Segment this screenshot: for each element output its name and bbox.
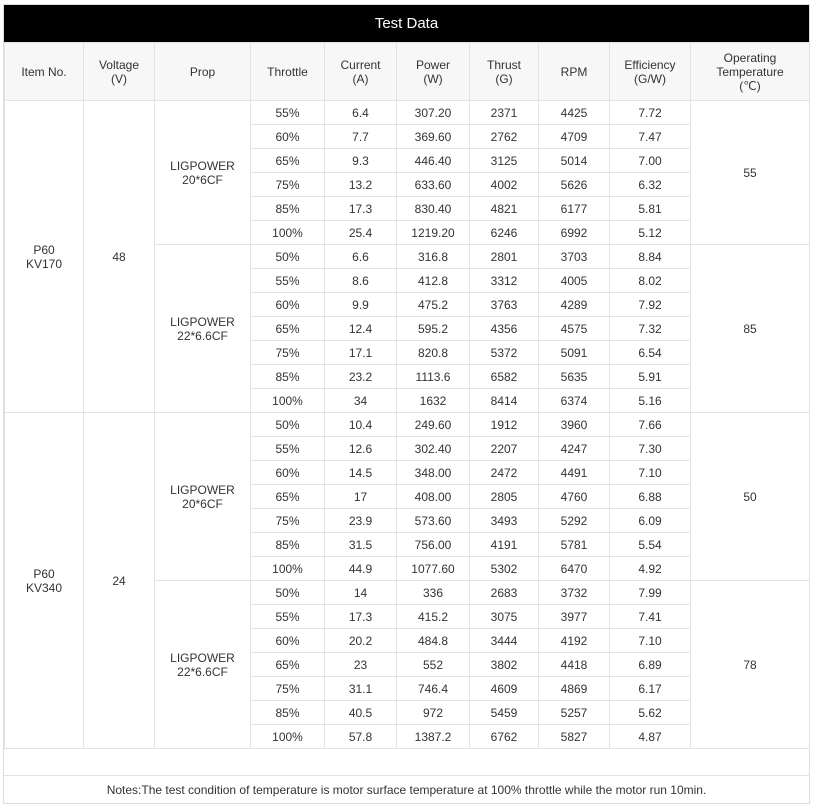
efficiency-cell: 5.54 (610, 533, 691, 557)
power-cell: 595.2 (397, 317, 470, 341)
current-cell: 9.9 (325, 293, 397, 317)
current-cell: 40.5 (325, 701, 397, 725)
thrust-cell: 4002 (470, 173, 539, 197)
thrust-cell: 3444 (470, 629, 539, 653)
header-thrust (470, 43, 539, 101)
rpm-cell: 5781 (539, 533, 610, 557)
rpm-cell: 4425 (539, 101, 610, 125)
rpm-cell: 4760 (539, 485, 610, 509)
efficiency-cell: 4.87 (610, 725, 691, 749)
header-temperature-unit: (℃) (739, 78, 761, 93)
efficiency-cell: 7.92 (610, 293, 691, 317)
header-voltage (84, 43, 155, 101)
throttle-cell: 60% (251, 461, 325, 485)
thrust-cell: 5372 (470, 341, 539, 365)
power-cell: 552 (397, 653, 470, 677)
power-cell: 415.2 (397, 605, 470, 629)
rpm-cell: 4418 (539, 653, 610, 677)
header-prop (155, 43, 251, 101)
temperature-cell: 55 (691, 101, 810, 245)
current-cell: 17 (325, 485, 397, 509)
rpm-cell: 4709 (539, 125, 610, 149)
prop-cell (155, 413, 251, 581)
rpm-cell: 5292 (539, 509, 610, 533)
thrust-cell: 2207 (470, 437, 539, 461)
efficiency-cell: 7.66 (610, 413, 691, 437)
header-rpm-label: RPM (560, 64, 588, 79)
current-cell: 9.3 (325, 149, 397, 173)
current-cell: 12.4 (325, 317, 397, 341)
rpm-cell: 4192 (539, 629, 610, 653)
item-no-cell (5, 101, 84, 413)
thrust-cell: 2472 (470, 461, 539, 485)
throttle-cell: 65% (251, 149, 325, 173)
header-prop-label: Prop (189, 64, 216, 79)
header-throttle-label: Throttle (267, 64, 308, 79)
header-temperature (691, 43, 810, 101)
throttle-cell: 60% (251, 629, 325, 653)
power-cell: 633.60 (397, 173, 470, 197)
thrust-cell: 3802 (470, 653, 539, 677)
thrust-cell: 4356 (470, 317, 539, 341)
power-cell: 249.60 (397, 413, 470, 437)
power-cell: 1387.2 (397, 725, 470, 749)
table-title: Test Data (4, 5, 809, 42)
current-cell: 7.7 (325, 125, 397, 149)
efficiency-cell: 7.10 (610, 461, 691, 485)
power-cell: 1113.6 (397, 365, 470, 389)
current-cell: 31.5 (325, 533, 397, 557)
voltage-cell: 48 (84, 101, 155, 413)
current-cell: 14.5 (325, 461, 397, 485)
throttle-cell: 75% (251, 173, 325, 197)
current-cell: 23 (325, 653, 397, 677)
header-throttle (251, 43, 325, 101)
rpm-cell: 4289 (539, 293, 610, 317)
prop-cell (155, 101, 251, 245)
thrust-cell: 3763 (470, 293, 539, 317)
throttle-cell: 55% (251, 437, 325, 461)
current-cell: 20.2 (325, 629, 397, 653)
power-cell: 307.20 (397, 101, 470, 125)
thrust-cell: 2805 (470, 485, 539, 509)
header-current-label: Current (340, 57, 381, 72)
rpm-cell: 6374 (539, 389, 610, 413)
thrust-cell: 3125 (470, 149, 539, 173)
header-efficiency (610, 43, 691, 101)
power-cell: 1077.60 (397, 557, 470, 581)
header-current (325, 43, 397, 101)
thrust-cell: 3493 (470, 509, 539, 533)
current-cell: 10.4 (325, 413, 397, 437)
power-cell: 348.00 (397, 461, 470, 485)
table-row (5, 101, 810, 125)
rpm-cell: 3703 (539, 245, 610, 269)
thrust-cell: 5302 (470, 557, 539, 581)
throttle-cell: 55% (251, 605, 325, 629)
thrust-cell: 4609 (470, 677, 539, 701)
efficiency-cell: 5.91 (610, 365, 691, 389)
power-cell: 1219.20 (397, 221, 470, 245)
prop-cell-line-2: 20*6CF (182, 172, 223, 187)
thrust-cell: 6762 (470, 725, 539, 749)
prop-cell-line-1: LIGPOWER (170, 650, 235, 665)
throttle-cell: 75% (251, 677, 325, 701)
item-no-cell-line-1: P60 (33, 566, 55, 581)
thrust-cell: 2683 (470, 581, 539, 605)
rpm-cell: 5014 (539, 149, 610, 173)
rpm-cell: 5257 (539, 701, 610, 725)
rpm-cell: 5827 (539, 725, 610, 749)
rpm-cell: 6992 (539, 221, 610, 245)
prop-cell-line-2: 22*6.6CF (177, 328, 228, 343)
header-power (397, 43, 470, 101)
current-cell: 17.1 (325, 341, 397, 365)
temperature-cell: 85 (691, 245, 810, 413)
efficiency-cell: 6.09 (610, 509, 691, 533)
power-cell: 316.8 (397, 245, 470, 269)
header-temperature-label-2: Temperature (716, 64, 784, 79)
current-cell: 57.8 (325, 725, 397, 749)
header-efficiency-label: Efficiency (624, 57, 676, 72)
header-thrust-unit: (G) (495, 71, 513, 86)
rpm-cell: 4869 (539, 677, 610, 701)
current-cell: 34 (325, 389, 397, 413)
test-data-sheet (3, 4, 810, 804)
current-cell: 17.3 (325, 197, 397, 221)
header-thrust-label: Thrust (486, 57, 521, 72)
thrust-cell: 2801 (470, 245, 539, 269)
thrust-cell: 6246 (470, 221, 539, 245)
efficiency-cell: 7.30 (610, 437, 691, 461)
efficiency-cell: 6.17 (610, 677, 691, 701)
header-current-unit: (A) (352, 71, 369, 86)
test-data-table (4, 42, 810, 749)
efficiency-cell: 8.84 (610, 245, 691, 269)
item-no-cell-line-2: KV340 (25, 580, 63, 595)
header-rpm (539, 43, 610, 101)
item-no-cell-line-1: P60 (33, 242, 55, 257)
efficiency-cell: 6.54 (610, 341, 691, 365)
thrust-cell: 4191 (470, 533, 539, 557)
throttle-cell: 50% (251, 245, 325, 269)
rpm-cell: 5635 (539, 365, 610, 389)
throttle-cell: 65% (251, 653, 325, 677)
header-power-unit: (W) (423, 71, 443, 86)
prop-cell-line-1: LIGPOWER (170, 314, 235, 329)
header-item-no (5, 43, 84, 101)
thrust-cell: 8414 (470, 389, 539, 413)
power-cell: 475.2 (397, 293, 470, 317)
efficiency-cell: 5.12 (610, 221, 691, 245)
current-cell: 6.4 (325, 101, 397, 125)
power-cell: 336 (397, 581, 470, 605)
efficiency-cell: 8.02 (610, 269, 691, 293)
throttle-cell: 50% (251, 581, 325, 605)
table-header (5, 43, 810, 101)
efficiency-cell: 6.32 (610, 173, 691, 197)
thrust-cell: 3075 (470, 605, 539, 629)
efficiency-cell: 7.41 (610, 605, 691, 629)
current-cell: 12.6 (325, 437, 397, 461)
current-cell: 44.9 (325, 557, 397, 581)
notes-text: Notes:The test condition of temperature is motor surface temperature at 100% throttle while the motor run 10min. (4, 775, 809, 804)
rpm-cell: 6470 (539, 557, 610, 581)
thrust-cell: 1912 (470, 413, 539, 437)
header-temperature-label-1: Operating (723, 50, 777, 65)
power-cell: 369.60 (397, 125, 470, 149)
throttle-cell: 55% (251, 101, 325, 125)
power-cell: 446.40 (397, 149, 470, 173)
rpm-cell: 3732 (539, 581, 610, 605)
rpm-cell: 4247 (539, 437, 610, 461)
power-cell: 412.8 (397, 269, 470, 293)
thrust-cell: 4821 (470, 197, 539, 221)
power-cell: 573.60 (397, 509, 470, 533)
throttle-cell: 65% (251, 485, 325, 509)
rpm-cell: 4491 (539, 461, 610, 485)
efficiency-cell: 7.47 (610, 125, 691, 149)
rpm-cell: 3977 (539, 605, 610, 629)
header-voltage-unit: (V) (111, 71, 127, 86)
rpm-cell: 4005 (539, 269, 610, 293)
current-cell: 14 (325, 581, 397, 605)
current-cell: 6.6 (325, 245, 397, 269)
prop-cell-line-1: LIGPOWER (170, 482, 235, 497)
header-voltage-label: Voltage (98, 57, 140, 72)
prop-cell-line-2: 20*6CF (182, 496, 223, 511)
table-body (5, 101, 810, 749)
power-cell: 820.8 (397, 341, 470, 365)
thrust-cell: 2371 (470, 101, 539, 125)
power-cell: 302.40 (397, 437, 470, 461)
thrust-cell: 3312 (470, 269, 539, 293)
thrust-cell: 5459 (470, 701, 539, 725)
rpm-cell: 3960 (539, 413, 610, 437)
temperature-cell: 50 (691, 413, 810, 581)
current-cell: 17.3 (325, 605, 397, 629)
table-row (5, 413, 810, 437)
throttle-cell: 100% (251, 557, 325, 581)
efficiency-cell: 5.81 (610, 197, 691, 221)
prop-cell (155, 245, 251, 413)
throttle-cell: 65% (251, 317, 325, 341)
rpm-cell: 6177 (539, 197, 610, 221)
efficiency-cell: 7.72 (610, 101, 691, 125)
throttle-cell: 85% (251, 533, 325, 557)
throttle-cell: 55% (251, 269, 325, 293)
item-no-cell (5, 413, 84, 749)
prop-cell-line-1: LIGPOWER (170, 158, 235, 173)
current-cell: 25.4 (325, 221, 397, 245)
throttle-cell: 75% (251, 341, 325, 365)
thrust-cell: 2762 (470, 125, 539, 149)
rpm-cell: 5626 (539, 173, 610, 197)
power-cell: 830.40 (397, 197, 470, 221)
efficiency-cell: 5.16 (610, 389, 691, 413)
current-cell: 23.2 (325, 365, 397, 389)
efficiency-cell: 7.00 (610, 149, 691, 173)
header-efficiency-unit: (G/W) (634, 71, 666, 86)
throttle-cell: 50% (251, 413, 325, 437)
efficiency-cell: 7.10 (610, 629, 691, 653)
power-cell: 746.4 (397, 677, 470, 701)
rpm-cell: 4575 (539, 317, 610, 341)
thrust-cell: 6582 (470, 365, 539, 389)
voltage-cell: 24 (84, 413, 155, 749)
throttle-cell: 100% (251, 389, 325, 413)
throttle-cell: 85% (251, 701, 325, 725)
throttle-cell: 85% (251, 365, 325, 389)
current-cell: 23.9 (325, 509, 397, 533)
throttle-cell: 100% (251, 221, 325, 245)
efficiency-cell: 7.32 (610, 317, 691, 341)
throttle-cell: 60% (251, 125, 325, 149)
current-cell: 31.1 (325, 677, 397, 701)
current-cell: 13.2 (325, 173, 397, 197)
throttle-cell: 85% (251, 197, 325, 221)
current-cell: 8.6 (325, 269, 397, 293)
power-cell: 484.8 (397, 629, 470, 653)
power-cell: 408.00 (397, 485, 470, 509)
temperature-cell: 78 (691, 581, 810, 749)
efficiency-cell: 6.88 (610, 485, 691, 509)
power-cell: 1632 (397, 389, 470, 413)
power-cell: 756.00 (397, 533, 470, 557)
efficiency-cell: 7.99 (610, 581, 691, 605)
rpm-cell: 5091 (539, 341, 610, 365)
efficiency-cell: 4.92 (610, 557, 691, 581)
header-item-no-label: Item No. (21, 64, 67, 79)
efficiency-cell: 6.89 (610, 653, 691, 677)
efficiency-cell: 5.62 (610, 701, 691, 725)
throttle-cell: 100% (251, 725, 325, 749)
power-cell: 972 (397, 701, 470, 725)
header-power-label: Power (415, 57, 450, 72)
prop-cell-line-2: 22*6.6CF (177, 664, 228, 679)
throttle-cell: 75% (251, 509, 325, 533)
prop-cell (155, 581, 251, 749)
item-no-cell-line-2: KV170 (25, 256, 63, 271)
throttle-cell: 60% (251, 293, 325, 317)
